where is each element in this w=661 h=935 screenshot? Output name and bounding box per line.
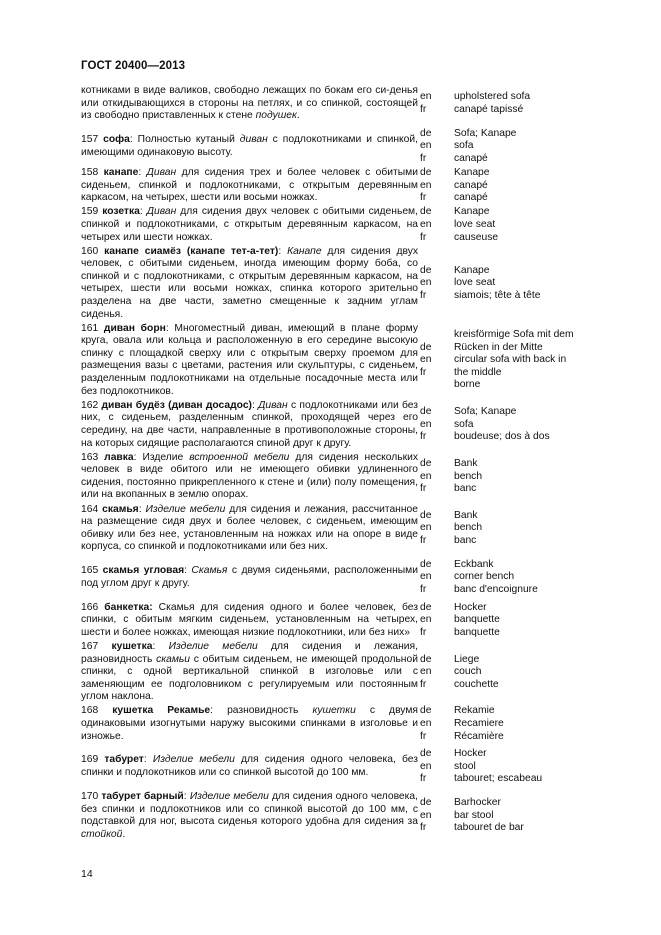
language-codes	[418, 167, 446, 205]
entry-term: банкетка:	[104, 601, 153, 613]
foreign-term: banquette	[454, 614, 500, 626]
entry-text: Скамья для сидения одного и более человек, без спинки, с обитым мягким сиденьем, установленным на четырех, шести и более ножках, имеющая низкие подлокотники, или без них»	[81, 601, 418, 638]
foreign-term: tabouret; escabeau	[454, 773, 543, 785]
foreign-term: Bank	[454, 457, 478, 469]
language-codes	[418, 510, 446, 548]
foreign-equivalents	[446, 559, 581, 597]
entry-term: скамья угловая	[102, 565, 185, 577]
language-code: fr	[420, 773, 427, 785]
entry-reference: кушетки	[312, 705, 356, 717]
language-code: fr	[420, 366, 427, 378]
foreign-equivalents	[446, 797, 581, 835]
entry-definition	[81, 641, 418, 704]
foreign-equivalents	[446, 91, 581, 116]
foreign-term: bench	[454, 470, 483, 482]
language-codes	[418, 705, 446, 743]
foreign-term: bar stool	[454, 809, 494, 821]
entry-term: козетка	[102, 206, 140, 218]
entry-reference: Канапе	[287, 245, 322, 257]
entry-term: софа	[103, 134, 130, 146]
language-code: en	[420, 522, 432, 534]
entry-text: 161	[81, 322, 104, 334]
foreign-term: Sofa; Kanape	[454, 406, 517, 418]
entry-text: : Изделие	[133, 451, 190, 463]
foreign-term: tabouret de bar	[454, 822, 524, 834]
entry-reference: скамьи	[156, 653, 191, 665]
language-code: de	[420, 127, 432, 139]
entry-reference: встроенной мебели	[189, 451, 290, 463]
entry-text: 160	[81, 245, 105, 257]
foreign-equivalents	[446, 510, 581, 548]
entry-text: 163	[81, 451, 105, 463]
entry-text: для сидения двух человек с обитыми сиденьем, спинкой и подлокотниками, с открытым деревянным каркасом, на четырех или шести ножках.	[81, 206, 419, 243]
language-code: en	[420, 277, 432, 289]
glossary-entry	[81, 748, 581, 786]
entry-text: .	[296, 110, 300, 122]
entry-text: с подлокотниками или без них, с сиденьем, разделенным спинкой, проходящей через его середину, на две части, направленные в противоположные стороны, на которых сидящие располагаются спиной друг к другу.	[81, 399, 419, 449]
language-code: en	[420, 666, 432, 678]
foreign-term: circular sofa with back in the middle	[454, 354, 567, 378]
entry-reference: Изделие мебели	[152, 754, 235, 766]
entry-text: 166	[81, 601, 105, 613]
foreign-term: Sofa; Kanape	[454, 127, 517, 139]
foreign-term: corner bench	[454, 571, 515, 583]
entry-term: канапе	[103, 167, 139, 179]
entry-definition	[81, 791, 418, 841]
entry-reference: Изделие мебели	[145, 503, 226, 515]
entry-text: для сидения и лежания, разновидность	[81, 640, 418, 665]
language-codes	[418, 91, 446, 116]
entry-reference: стойкой	[81, 828, 123, 840]
foreign-term: Hocker	[454, 601, 487, 613]
entry-reference: Изделие мебели	[168, 640, 258, 652]
language-code: en	[420, 614, 432, 626]
entry-text: :	[138, 503, 146, 515]
entry-term: диван будёз (диван досадос)	[101, 399, 252, 411]
entry-definition	[81, 134, 418, 159]
foreign-equivalents	[446, 458, 581, 496]
entry-text: для сидения и лежания, рассчитанное на размещение сидя двух и более человек, с сиденьем, имеющим обивку или без нее, установленным на ножках или на опоре в виде корпуса, со спинкой и подлокотниками или без них.	[81, 503, 419, 553]
language-code: fr	[420, 103, 427, 115]
entry-text: для сидения нескольких человек в виде обитого или не имеющего обивки удлиненного сидения, постоянно прикрепленного к стене и (или) полу помещения, или на вкопанных в землю опорах.	[81, 451, 418, 501]
language-code: fr	[420, 730, 427, 742]
entry-text: 170	[81, 790, 102, 802]
language-code: en	[420, 218, 432, 230]
foreign-term: bench	[454, 522, 483, 534]
language-codes	[418, 559, 446, 597]
foreign-term: Barhocker	[454, 797, 501, 809]
language-code: fr	[420, 534, 427, 546]
language-code: de	[420, 341, 432, 353]
entry-text: для сидения двух человек, с обитыми сиденьем, иногда имеющим форму боба, со спинкой и с подлокотниками, с открытым деревянным каркасом, на четырех, шести или восьми ножках, спинка которого зрительно разделена на две части, заметно смещенные к задним углам сиденья.	[81, 245, 418, 320]
language-code: en	[420, 91, 432, 103]
entry-definition	[81, 705, 418, 743]
language-code: en	[420, 418, 432, 430]
entry-text: :	[278, 245, 288, 257]
entry-text: :	[139, 206, 147, 218]
entry-definition	[81, 400, 418, 450]
language-code: de	[420, 601, 432, 613]
foreign-term: siamois; tête à tête	[454, 289, 541, 301]
glossary-entry	[81, 559, 581, 597]
entry-text: котниками в виде валиков, свободно лежащих по бокам его си-денья или откидывающихся в стороны на петлях, и со спинкой, состоящей из свободно приставленных к стене	[81, 85, 418, 122]
language-code: fr	[420, 231, 427, 243]
entry-definition	[81, 504, 418, 554]
entry-definition	[81, 565, 418, 590]
entry-text: :	[252, 399, 259, 411]
entry-text: для сидения трех и более человек с обитыми сиденьем, спинкой и подлокотниками, с открытым деревянным каркасом, на четырех, шести или восьми ножках.	[81, 167, 418, 204]
entry-text: :	[183, 790, 190, 802]
language-code: fr	[420, 678, 427, 690]
foreign-term: couchette	[454, 678, 499, 690]
foreign-term: Kanape	[454, 206, 490, 218]
entry-text: для сидения одного человека, без спинки и подлокотников или со спинкой высотой до 100 мм, с подставкой для ног, высота сиденья которого удобна для сидения за	[81, 790, 418, 828]
entry-text: 158	[81, 167, 104, 179]
foreign-term: Rekamie	[454, 705, 495, 717]
language-code: de	[420, 457, 432, 469]
language-codes	[418, 797, 446, 835]
entry-text: :	[138, 167, 147, 179]
entry-reference: Диван	[258, 399, 288, 411]
entry-definition	[81, 602, 418, 640]
language-code: fr	[420, 822, 427, 834]
glossary-entry	[81, 504, 581, 554]
glossary-entry	[81, 705, 581, 743]
entry-text: :	[184, 565, 192, 577]
language-code: de	[420, 705, 432, 717]
foreign-term: banc d'encoignure	[454, 584, 538, 596]
foreign-equivalents	[446, 406, 581, 444]
foreign-term: canapé	[454, 152, 488, 164]
entry-text: :	[143, 754, 153, 766]
entry-text: 168	[81, 705, 113, 717]
entry-text: 159	[81, 206, 103, 218]
foreign-term: love seat	[454, 277, 496, 289]
entry-term: лавка	[104, 451, 134, 463]
language-code: en	[420, 140, 432, 152]
entry-text: : Многоместный диван, имеющий в плане форму круга, овала или кольца и расположенную в его середине высокую спинку с площадкой сверху или с открытым сверху проемом для размещения вазы с цветами, растения или скульптуры, с сиденьем, разделенным подлокотниками на отдельные посадочные места или без подлокотников.	[81, 322, 418, 397]
foreign-term: Liege	[454, 653, 480, 665]
entry-reference: Скамья	[191, 565, 228, 577]
entry-text: 167	[81, 640, 112, 652]
glossary-entry	[81, 323, 581, 399]
language-codes	[418, 602, 446, 640]
glossary-entry	[81, 791, 581, 841]
entry-text: .	[122, 828, 126, 840]
language-codes	[418, 265, 446, 303]
language-code: de	[420, 748, 432, 760]
entry-term: диван борн	[103, 322, 166, 334]
foreign-term: canapé	[454, 192, 488, 204]
glossary-entry	[81, 167, 581, 205]
entry-term: табурет барный	[101, 790, 184, 802]
language-code: fr	[420, 152, 427, 164]
glossary-entry	[81, 641, 581, 704]
foreign-term: banquette	[454, 626, 500, 638]
foreign-equivalents	[446, 167, 581, 205]
entry-reference: Диван	[146, 167, 177, 179]
language-code: de	[420, 509, 432, 521]
entry-text: 157	[81, 134, 104, 146]
foreign-equivalents	[446, 128, 581, 166]
foreign-equivalents	[446, 206, 581, 244]
glossary-entry	[81, 246, 581, 322]
foreign-term: boudeuse; dos à dos	[454, 431, 550, 443]
foreign-term: stool	[454, 760, 476, 772]
foreign-term: Récamière	[454, 730, 504, 742]
language-codes	[418, 128, 446, 166]
entry-text: для сидения одного человека, без спинки и подлокотников или со спинкой высотой до 100 мм.	[81, 754, 418, 779]
glossary-entry	[81, 206, 581, 244]
language-codes	[418, 748, 446, 786]
entry-text: : Полностью кутаный	[129, 134, 240, 146]
foreign-term: canapé tapissé	[454, 103, 524, 115]
entry-definition	[81, 754, 418, 779]
entry-text: с обитым сиденьем, не имеющей продольной спинки, с одной вертикальной спинкой в изголовье или с заменяющим ее подголовником с регулируемым или постоянным углом наклона.	[81, 653, 418, 703]
entry-text: 162	[81, 399, 102, 411]
language-codes	[418, 458, 446, 496]
foreign-term: banc	[454, 534, 477, 546]
entry-text: : разновидность	[210, 705, 313, 717]
glossary-entry	[81, 602, 581, 640]
foreign-term: couch	[454, 666, 482, 678]
language-code: en	[420, 354, 432, 366]
foreign-equivalents	[446, 265, 581, 303]
foreign-term: upholstered sofa	[454, 91, 531, 103]
language-code: fr	[420, 584, 427, 596]
foreign-equivalents	[446, 654, 581, 692]
foreign-term: causeuse	[454, 231, 499, 243]
entry-text: :	[152, 640, 169, 652]
entry-term: кушетка	[111, 640, 153, 652]
language-codes	[418, 406, 446, 444]
language-code: en	[420, 179, 432, 191]
language-codes	[418, 342, 446, 380]
entry-term: скамья	[102, 503, 139, 515]
foreign-term: kreisförmige Sofa mit dem Rücken in der Mitte	[454, 328, 574, 353]
glossary-entry	[81, 452, 581, 502]
foreign-equivalents	[446, 602, 581, 640]
foreign-term: love seat	[454, 218, 496, 230]
language-code: fr	[420, 192, 427, 204]
foreign-term: banc	[454, 483, 477, 495]
entry-text: с двумя одинаковыми изогнутыми наружу высокими спинками в изголовье и изножье.	[81, 705, 418, 742]
entry-definition	[81, 85, 418, 123]
entry-term: кушетка Рекамье	[112, 705, 211, 717]
page-number: 14	[81, 868, 93, 880]
language-code: fr	[420, 431, 427, 443]
entry-reference: Изделие мебели	[189, 790, 269, 802]
language-codes	[418, 654, 446, 692]
entry-definition	[81, 206, 418, 244]
language-codes	[418, 206, 446, 244]
entry-text: 164	[81, 503, 103, 515]
language-code: de	[420, 653, 432, 665]
foreign-term: Kanape	[454, 167, 490, 179]
language-code: de	[420, 797, 432, 809]
foreign-term: Bank	[454, 509, 478, 521]
language-code: fr	[420, 626, 427, 638]
language-code: en	[420, 718, 432, 729]
glossary-entry	[81, 128, 581, 166]
entry-text: 165	[81, 565, 103, 577]
entry-text: с двумя сиденьями, расположенными под углом друг к другу.	[81, 565, 418, 589]
language-code: de	[420, 406, 432, 418]
entry-reference: Диван	[146, 206, 177, 218]
language-code: en	[420, 571, 432, 583]
entry-term: табурет	[104, 754, 144, 766]
foreign-term: Eckbank	[454, 558, 494, 570]
entry-reference: подушек	[255, 110, 297, 122]
foreign-term: Hocker	[454, 748, 487, 760]
language-code: fr	[420, 483, 427, 495]
language-code: de	[420, 167, 432, 179]
glossary-entry	[81, 85, 581, 123]
language-code: en	[420, 760, 432, 772]
entry-text: 169	[81, 754, 105, 766]
entry-definition	[81, 452, 418, 502]
entry-definition	[81, 246, 418, 322]
entry-definition	[81, 167, 418, 205]
language-code: de	[420, 558, 432, 570]
glossary-entry	[81, 400, 581, 450]
language-code: de	[420, 206, 432, 218]
foreign-term: sofa	[454, 140, 474, 152]
document-header: ГОСТ 20400—2013	[81, 60, 186, 72]
foreign-term: Recamiere	[454, 718, 504, 729]
foreign-equivalents	[446, 748, 581, 786]
language-code: de	[420, 264, 432, 276]
terms-list	[81, 85, 581, 843]
foreign-equivalents	[446, 705, 581, 743]
entry-text: с подлокотниками и спинкой, имеющими одинаковую высоту.	[81, 134, 419, 158]
foreign-term: borne	[454, 379, 481, 391]
foreign-term: canapé	[454, 179, 488, 191]
foreign-term: Kanape	[454, 264, 490, 276]
entry-reference: диван	[239, 134, 268, 146]
language-code: fr	[420, 289, 427, 301]
entry-definition	[81, 323, 418, 399]
foreign-term: sofa	[454, 418, 474, 430]
foreign-equivalents	[446, 329, 581, 392]
entry-term: канапе сиамёз (канапе тет-а-тет)	[104, 245, 279, 257]
language-code: en	[420, 470, 432, 482]
language-code: en	[420, 809, 432, 821]
